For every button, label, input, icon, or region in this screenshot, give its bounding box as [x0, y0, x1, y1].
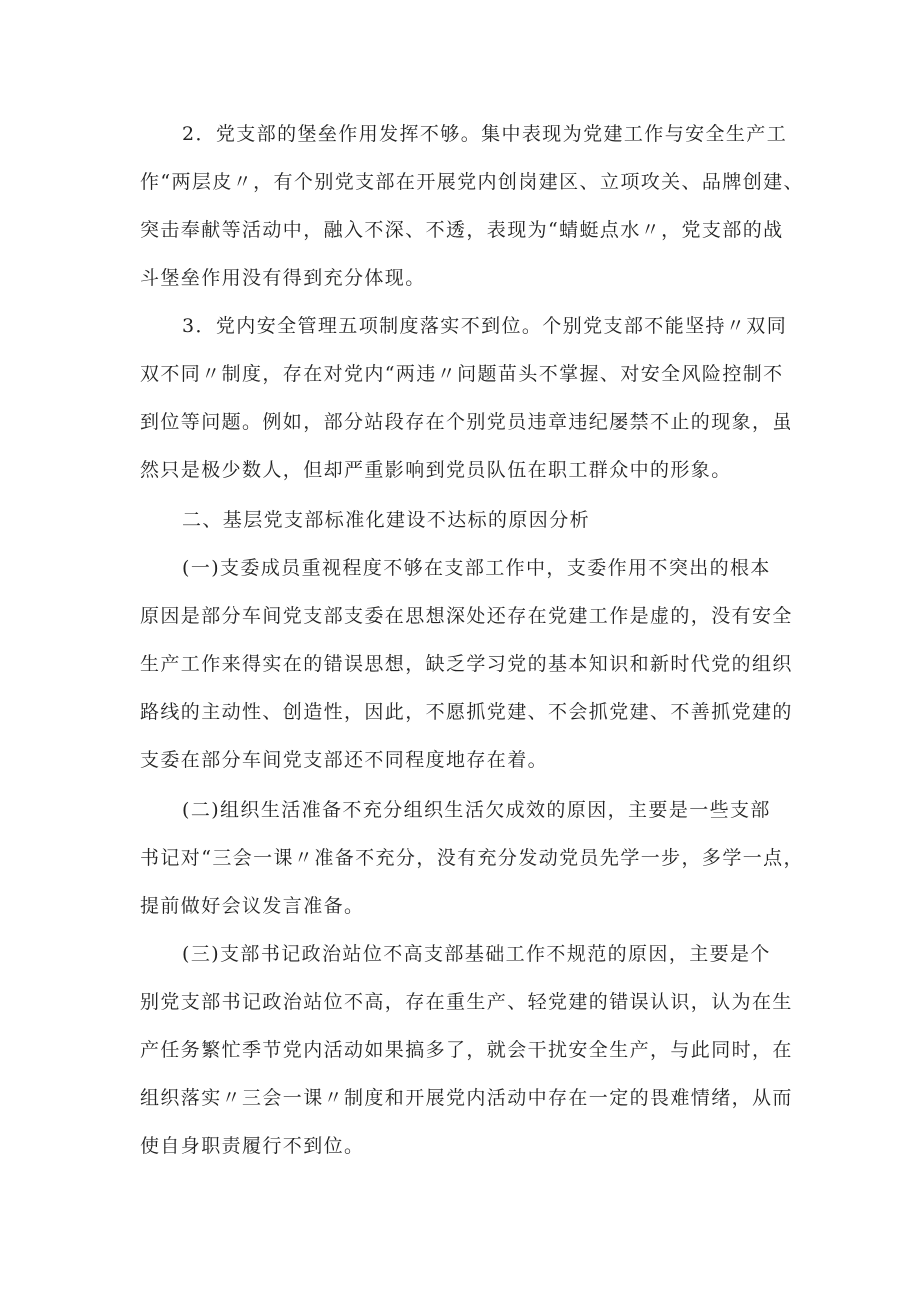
text-line: 提前做好会议发言准备。 — [140, 895, 365, 917]
paragraph-secretary-political-stance — [140, 930, 800, 1170]
text-line: 组织落实〃三会一课〃制度和开展党内活动中存在一定的畏难情绪，从而 — [140, 1087, 793, 1109]
paragraph-committee-attention — [140, 544, 800, 784]
text-line: 2．党支部的堡垒作用发挥不够。集中表现为党建工作与安全生产工 — [182, 123, 788, 145]
text-line: 突击奉献等活动中，融入不深、不透，表现为“蜻蜓点水〃，党支部的战 — [140, 219, 784, 241]
text-line: (二)组织生活准备不充分组织生活欠成效的原因，主要是一些支部 — [182, 799, 771, 821]
text-line: (三)支部书记政治站位不高支部基础工作不规范的原因，主要是个 — [182, 943, 771, 965]
text-line: 原因是部分车间党支部支委在思想深处还存在党建工作是虚的，没有安全 — [140, 605, 793, 627]
section-heading: 二、基层党支部标准化建设不达标的原因分析 — [182, 509, 591, 531]
paragraph-party-branch-fortress — [140, 110, 804, 302]
text-line: 路线的主动性、创造性，因此，不愿抓党建、不会抓党建、不善抓党建的 — [140, 701, 793, 723]
text-line: 3．党内安全管理五项制度落实不到位。个别党支部不能坚持〃双同 — [182, 315, 788, 337]
section-heading-cause-analysis — [140, 496, 800, 544]
paragraph-organizational-life — [140, 786, 804, 930]
text-line: 斗堡垒作用没有得到充分体现。 — [140, 267, 426, 289]
text-line: 到位等问题。例如，部分站段存在个别党员违章违纪屡禁不止的现象，虽 — [140, 411, 793, 433]
text-line: 产任务繁忙季节党内活动如果搞多了，就会干扰安全生产，与此同时，在 — [140, 1039, 793, 1061]
text-line: 双不同〃制度，存在对党内“两违〃问题苗头不掌握、对安全风险控制不 — [140, 363, 784, 385]
text-line: 别党支部书记政治站位不高，存在重生产、轻党建的错误认识，认为在生 — [140, 991, 793, 1013]
text-line: 使自身职责履行不到位。 — [140, 1135, 365, 1157]
text-line: 支委在部分车间党支部还不同程度地存在着。 — [140, 749, 549, 771]
text-line: (一)支委成员重视程度不够在支部工作中，支委作用不突出的根本 — [182, 557, 771, 579]
text-line: 书记对“三会一课〃准备不充分，没有充分发动党员先学一步，多学一点， — [140, 847, 804, 869]
text-line: 生产工作来得实在的错误思想，缺乏学习党的基本知识和新时代党的组织 — [140, 653, 793, 675]
text-line: 作“两层皮〃，有个别党支部在开展党内创岗建区、立项攻关、品牌创建、 — [140, 171, 804, 193]
text-line: 然只是极少数人，但却严重影响到党员队伍在职工群众中的形象。 — [140, 459, 732, 481]
paragraph-safety-management-system — [140, 302, 800, 494]
